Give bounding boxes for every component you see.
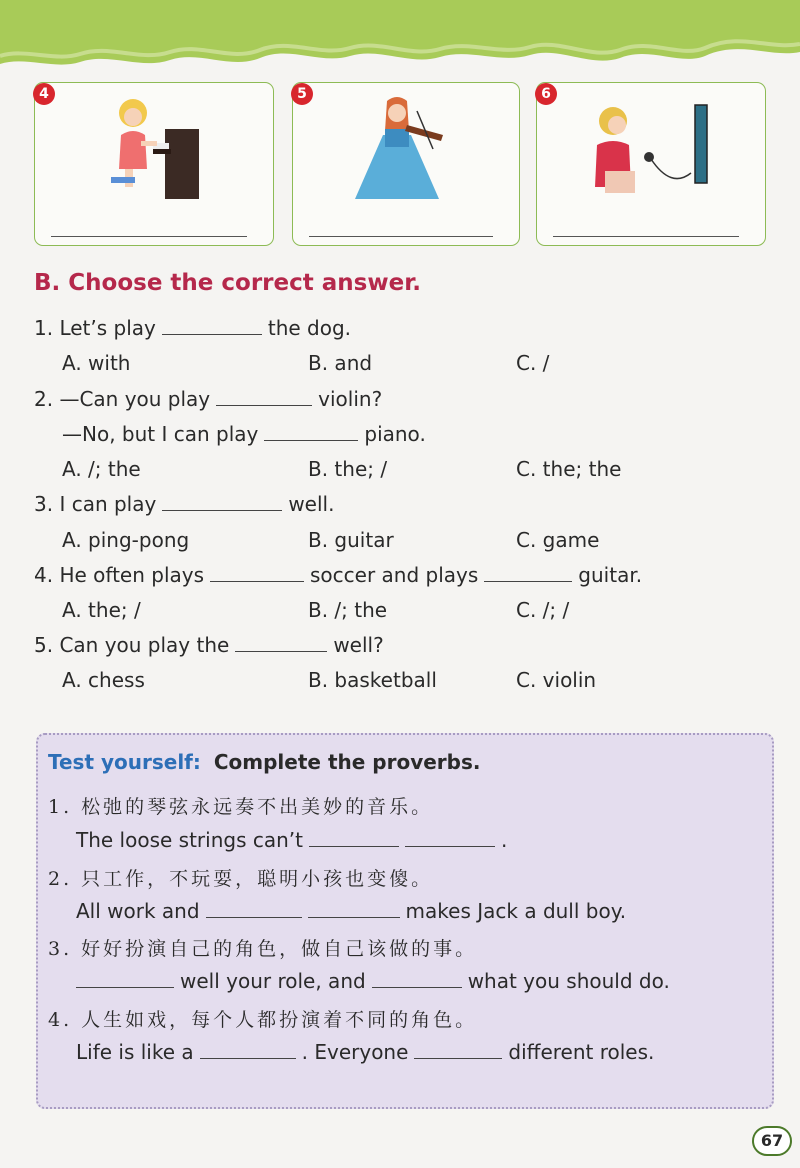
number-badge: 6 <box>535 83 557 105</box>
option-c[interactable]: C. the; the <box>516 457 622 481</box>
answer-blank[interactable] <box>309 828 399 847</box>
answer-blank[interactable] <box>76 969 174 988</box>
picture-card-6 <box>536 82 766 246</box>
proverb-1-english: The loose strings can’t . <box>76 828 508 852</box>
answer-blank[interactable] <box>162 316 262 335</box>
number-badge: 5 <box>291 83 313 105</box>
answer-blank[interactable] <box>210 563 304 582</box>
proverb-3-english: well your role, and what you should do. <box>76 969 670 993</box>
header-band <box>0 0 800 90</box>
option-c[interactable]: C. / <box>516 351 550 375</box>
picture-card-4 <box>34 82 274 246</box>
option-c[interactable]: C. game <box>516 528 600 552</box>
question-2-reply: —No, but I can play piano. <box>62 422 426 446</box>
answer-blank[interactable] <box>405 828 495 847</box>
question-4: 4. He often plays soccer and plays guitar. <box>34 563 643 587</box>
answer-blank[interactable] <box>200 1040 296 1059</box>
question-3: 3. I can play well. <box>34 492 335 516</box>
answer-blank[interactable] <box>206 899 302 918</box>
test-yourself-title: Complete the proverbs. <box>213 750 481 774</box>
piano-girl-illustration <box>105 91 215 203</box>
answer-line[interactable] <box>553 236 739 237</box>
question-5: 5. Can you play the well? <box>34 633 384 657</box>
option-b[interactable]: B. guitar <box>308 528 394 552</box>
answer-blank[interactable] <box>372 969 462 988</box>
option-a[interactable]: A. ping-pong <box>62 528 190 552</box>
answer-line[interactable] <box>309 236 493 237</box>
video-game-girl-illustration <box>591 101 717 199</box>
option-c[interactable]: C. /; / <box>516 598 570 622</box>
section-b-title: B. Choose the correct answer. <box>34 270 421 296</box>
proverb-2-chinese: 2. 只工作，不玩耍，聪明小孩也变傻。 <box>48 868 434 890</box>
answer-blank[interactable] <box>414 1040 502 1059</box>
option-a[interactable]: A. chess <box>62 668 145 692</box>
proverb-3-chinese: 3. 好好扮演自己的角色，做自己该做的事。 <box>48 938 478 960</box>
question-1: 1. Let’s play the dog. <box>34 316 352 340</box>
proverb-1-chinese: 1. 松弛的琴弦永远奏不出美妙的音乐。 <box>48 796 434 818</box>
answer-blank[interactable] <box>235 633 327 652</box>
option-b[interactable]: B. /; the <box>308 598 388 622</box>
test-yourself-heading <box>48 750 480 774</box>
answer-blank[interactable] <box>216 387 312 406</box>
answer-blank[interactable] <box>264 422 358 441</box>
picture-card-5 <box>292 82 520 246</box>
question-2: 2. —Can you play violin? <box>34 387 383 411</box>
answer-blank[interactable] <box>162 492 282 511</box>
option-a[interactable]: A. the; / <box>62 598 141 622</box>
option-b[interactable]: B. and <box>308 351 373 375</box>
option-a[interactable]: A. /; the <box>62 457 141 481</box>
option-b[interactable]: B. basketball <box>308 668 437 692</box>
option-b[interactable]: B. the; / <box>308 457 388 481</box>
answer-line[interactable] <box>51 236 247 237</box>
proverb-2-english: All work and makes Jack a dull boy. <box>76 899 627 923</box>
answer-blank[interactable] <box>484 563 572 582</box>
answer-blank[interactable] <box>308 899 400 918</box>
option-c[interactable]: C. violin <box>516 668 597 692</box>
violin-girl-illustration <box>347 91 467 203</box>
page-number: 67 <box>752 1126 792 1156</box>
test-yourself-label: Test yourself: <box>48 750 201 774</box>
proverb-4-english: Life is like a . Everyone different roles. <box>76 1040 655 1064</box>
option-a[interactable]: A. with <box>62 351 131 375</box>
proverb-4-chinese: 4. 人生如戏，每个人都扮演着不同的角色。 <box>48 1009 478 1031</box>
number-badge: 4 <box>33 83 55 105</box>
